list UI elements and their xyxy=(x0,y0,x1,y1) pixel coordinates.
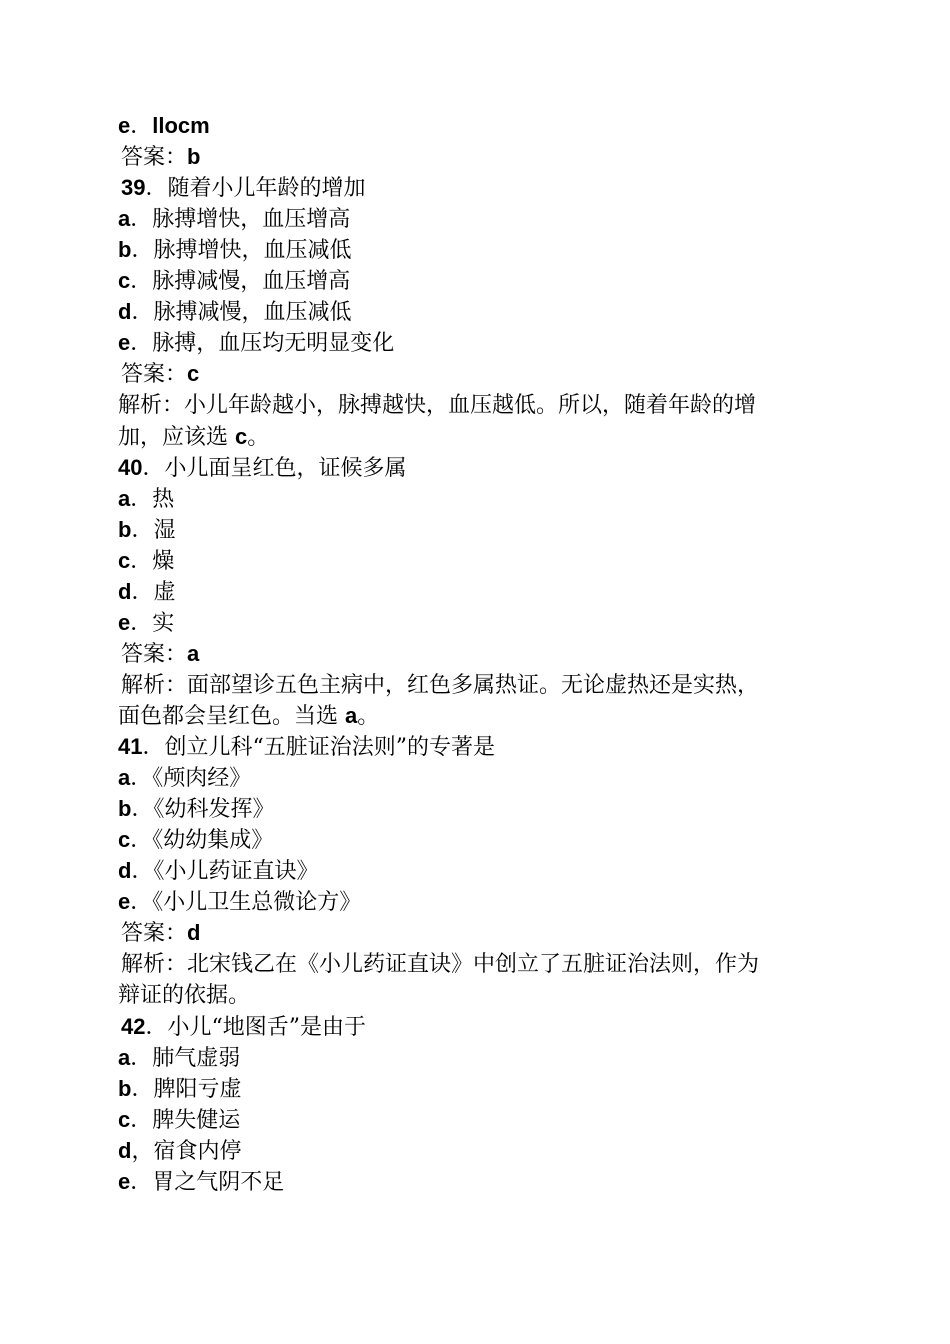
line-text: 脉搏增快，血压减低 xyxy=(153,238,352,264)
text-line xyxy=(118,421,269,452)
line-text: 《小儿卫生总微论方》 xyxy=(152,890,362,916)
line-text: 虚 xyxy=(153,579,176,605)
text-line xyxy=(118,1135,241,1166)
line-number-label: c xyxy=(118,1106,131,1132)
line-text: 答案： xyxy=(121,145,188,171)
line-text: 湿 xyxy=(153,517,176,543)
text-line xyxy=(118,483,174,514)
line-text: 解析：北宋钱乙在《小儿药证直诀》中创立了五脏证治法则，作为 xyxy=(121,952,760,978)
line-number-label: e xyxy=(118,609,131,635)
line-number-label: d xyxy=(118,1137,132,1163)
text-line xyxy=(118,700,379,731)
text-line xyxy=(121,1011,366,1042)
line-text: 《幼幼集成》 xyxy=(152,828,274,854)
text-line xyxy=(118,762,251,793)
line-separator: ． xyxy=(130,828,153,854)
line-number-label: d xyxy=(118,578,132,604)
line-number-label: e xyxy=(118,889,131,915)
line-separator: ． xyxy=(142,735,165,760)
line-answer-letter: c xyxy=(187,361,200,387)
line-number-label: e xyxy=(118,113,131,138)
text-line xyxy=(121,141,200,172)
line-text: 解析：面部望诊五色主病中，红色多属热证。无论虚热还是实热， xyxy=(121,672,760,698)
line-number-label: a xyxy=(118,765,131,791)
line-text: 实 xyxy=(152,610,175,636)
line-number-label: b xyxy=(118,1075,132,1101)
line-separator: ． xyxy=(131,579,154,605)
text-line xyxy=(118,514,175,545)
line-text: 加，应该选 xyxy=(118,424,235,450)
line-ending: 。 xyxy=(357,704,380,729)
line-separator: ． xyxy=(145,1014,168,1040)
line-number-label: a xyxy=(118,1044,131,1070)
line-separator: ． xyxy=(131,797,154,823)
line-answer-letter: d xyxy=(187,920,201,946)
text-line xyxy=(118,452,407,483)
text-line xyxy=(118,545,174,576)
text-line xyxy=(118,576,175,607)
line-number-label: 39 xyxy=(121,175,146,201)
line-separator: ． xyxy=(130,890,153,916)
line-answer-letter: b xyxy=(187,144,201,170)
text-line xyxy=(118,1166,284,1197)
line-number-label: a xyxy=(118,485,131,511)
line-number-label: a xyxy=(118,206,131,232)
line-separator: ． xyxy=(130,269,153,295)
text-line xyxy=(118,327,394,358)
line-separator: ． xyxy=(130,114,153,139)
line-number-label: e xyxy=(118,330,131,356)
line-separator: ． xyxy=(145,176,168,202)
line-text: 燥 xyxy=(152,548,175,574)
line-number-label: d xyxy=(118,858,132,884)
text-line xyxy=(118,1042,240,1073)
line-separator: ． xyxy=(130,207,153,233)
line-text: 解析：小儿年龄越小，脉搏越快，血压越低。所以，随着年龄的增 xyxy=(118,393,757,419)
line-text: 创立儿科“五脏证治法则”的专著是 xyxy=(164,735,495,760)
line-text: 小儿面呈红色，证候多属 xyxy=(164,455,407,481)
text-line xyxy=(118,389,756,420)
line-answer-letter: c xyxy=(235,423,248,449)
text-line xyxy=(118,855,318,886)
line-number-label: d xyxy=(118,299,132,325)
line-text: 脉搏减慢，血压减低 xyxy=(153,300,352,326)
text-line xyxy=(118,1073,241,1104)
line-text: 辩证的依据。 xyxy=(118,983,251,1009)
line-text: 脾失健运 xyxy=(152,1107,241,1133)
line-text: 小儿“地图舌”是由于 xyxy=(167,1014,366,1040)
line-separator: ． xyxy=(130,331,153,357)
text-line xyxy=(118,886,361,917)
line-text: 脾阳亏虚 xyxy=(153,1076,242,1102)
line-text: 宿食内停 xyxy=(153,1138,242,1164)
line-text: 答案： xyxy=(121,641,188,667)
text-line xyxy=(121,948,759,979)
text-line xyxy=(118,296,351,327)
text-line xyxy=(118,824,273,855)
text-line xyxy=(121,669,759,700)
line-separator: ． xyxy=(131,859,154,885)
line-text: 《幼科发挥》 xyxy=(153,797,275,823)
line-separator: ． xyxy=(130,486,153,512)
line-number-label: c xyxy=(118,268,131,294)
line-number-label: b xyxy=(118,516,132,542)
line-separator: ， xyxy=(131,1138,154,1164)
text-line xyxy=(118,234,351,265)
line-separator: ． xyxy=(131,238,154,264)
text-line xyxy=(121,638,199,669)
line-text: 胃之气阴不足 xyxy=(152,1169,285,1195)
text-line xyxy=(118,110,210,141)
line-text: 脉搏减慢，血压增高 xyxy=(152,269,351,295)
line-text: 答案： xyxy=(121,362,188,388)
line-text: 热 xyxy=(152,486,175,512)
line-number-label: 40 xyxy=(118,454,143,480)
line-separator: ． xyxy=(130,1045,153,1071)
line-answer-letter: a xyxy=(345,703,358,728)
line-number-label: b xyxy=(118,796,132,822)
line-separator: ． xyxy=(130,1169,153,1195)
line-text: 答案： xyxy=(121,921,188,947)
line-text: 脉搏，血压均无明显变化 xyxy=(152,331,395,357)
text-line xyxy=(118,731,495,762)
line-number-label: c xyxy=(118,827,131,853)
line-separator: ． xyxy=(142,455,165,481)
line-text: 肺气虚弱 xyxy=(152,1045,241,1071)
line-answer-letter: a xyxy=(187,640,200,666)
text-line xyxy=(118,265,350,296)
line-text: 脉搏增快，血压增高 xyxy=(152,207,351,233)
line-number-label: e xyxy=(118,1168,131,1194)
text-line xyxy=(118,1104,240,1135)
text-line xyxy=(121,917,200,948)
line-text: 《小儿药证直诀》 xyxy=(153,859,319,885)
line-ending: 。 xyxy=(247,424,270,450)
text-line xyxy=(118,979,250,1010)
line-separator: ． xyxy=(130,766,153,792)
line-number-label: 41 xyxy=(118,734,143,759)
text-line xyxy=(118,607,174,638)
text-line xyxy=(121,172,366,203)
line-separator: ． xyxy=(130,548,153,574)
line-separator: ． xyxy=(131,1076,154,1102)
text-line xyxy=(118,203,350,234)
line-separator: ． xyxy=(130,610,153,636)
line-number-label: c xyxy=(118,547,131,573)
line-text: 随着小儿年龄的增加 xyxy=(167,176,366,202)
line-text: 《颅肉经》 xyxy=(152,766,252,792)
line-separator: ． xyxy=(130,1107,153,1133)
line-number-label: 42 xyxy=(121,1013,146,1039)
line-separator: ． xyxy=(131,300,154,326)
line-number-label: b xyxy=(118,237,132,263)
line-answer-letter: llocm xyxy=(152,113,210,138)
text-line xyxy=(121,358,199,389)
text-line xyxy=(118,793,274,824)
line-text: 面色都会呈红色。当选 xyxy=(118,704,345,729)
line-separator: ． xyxy=(131,517,154,543)
